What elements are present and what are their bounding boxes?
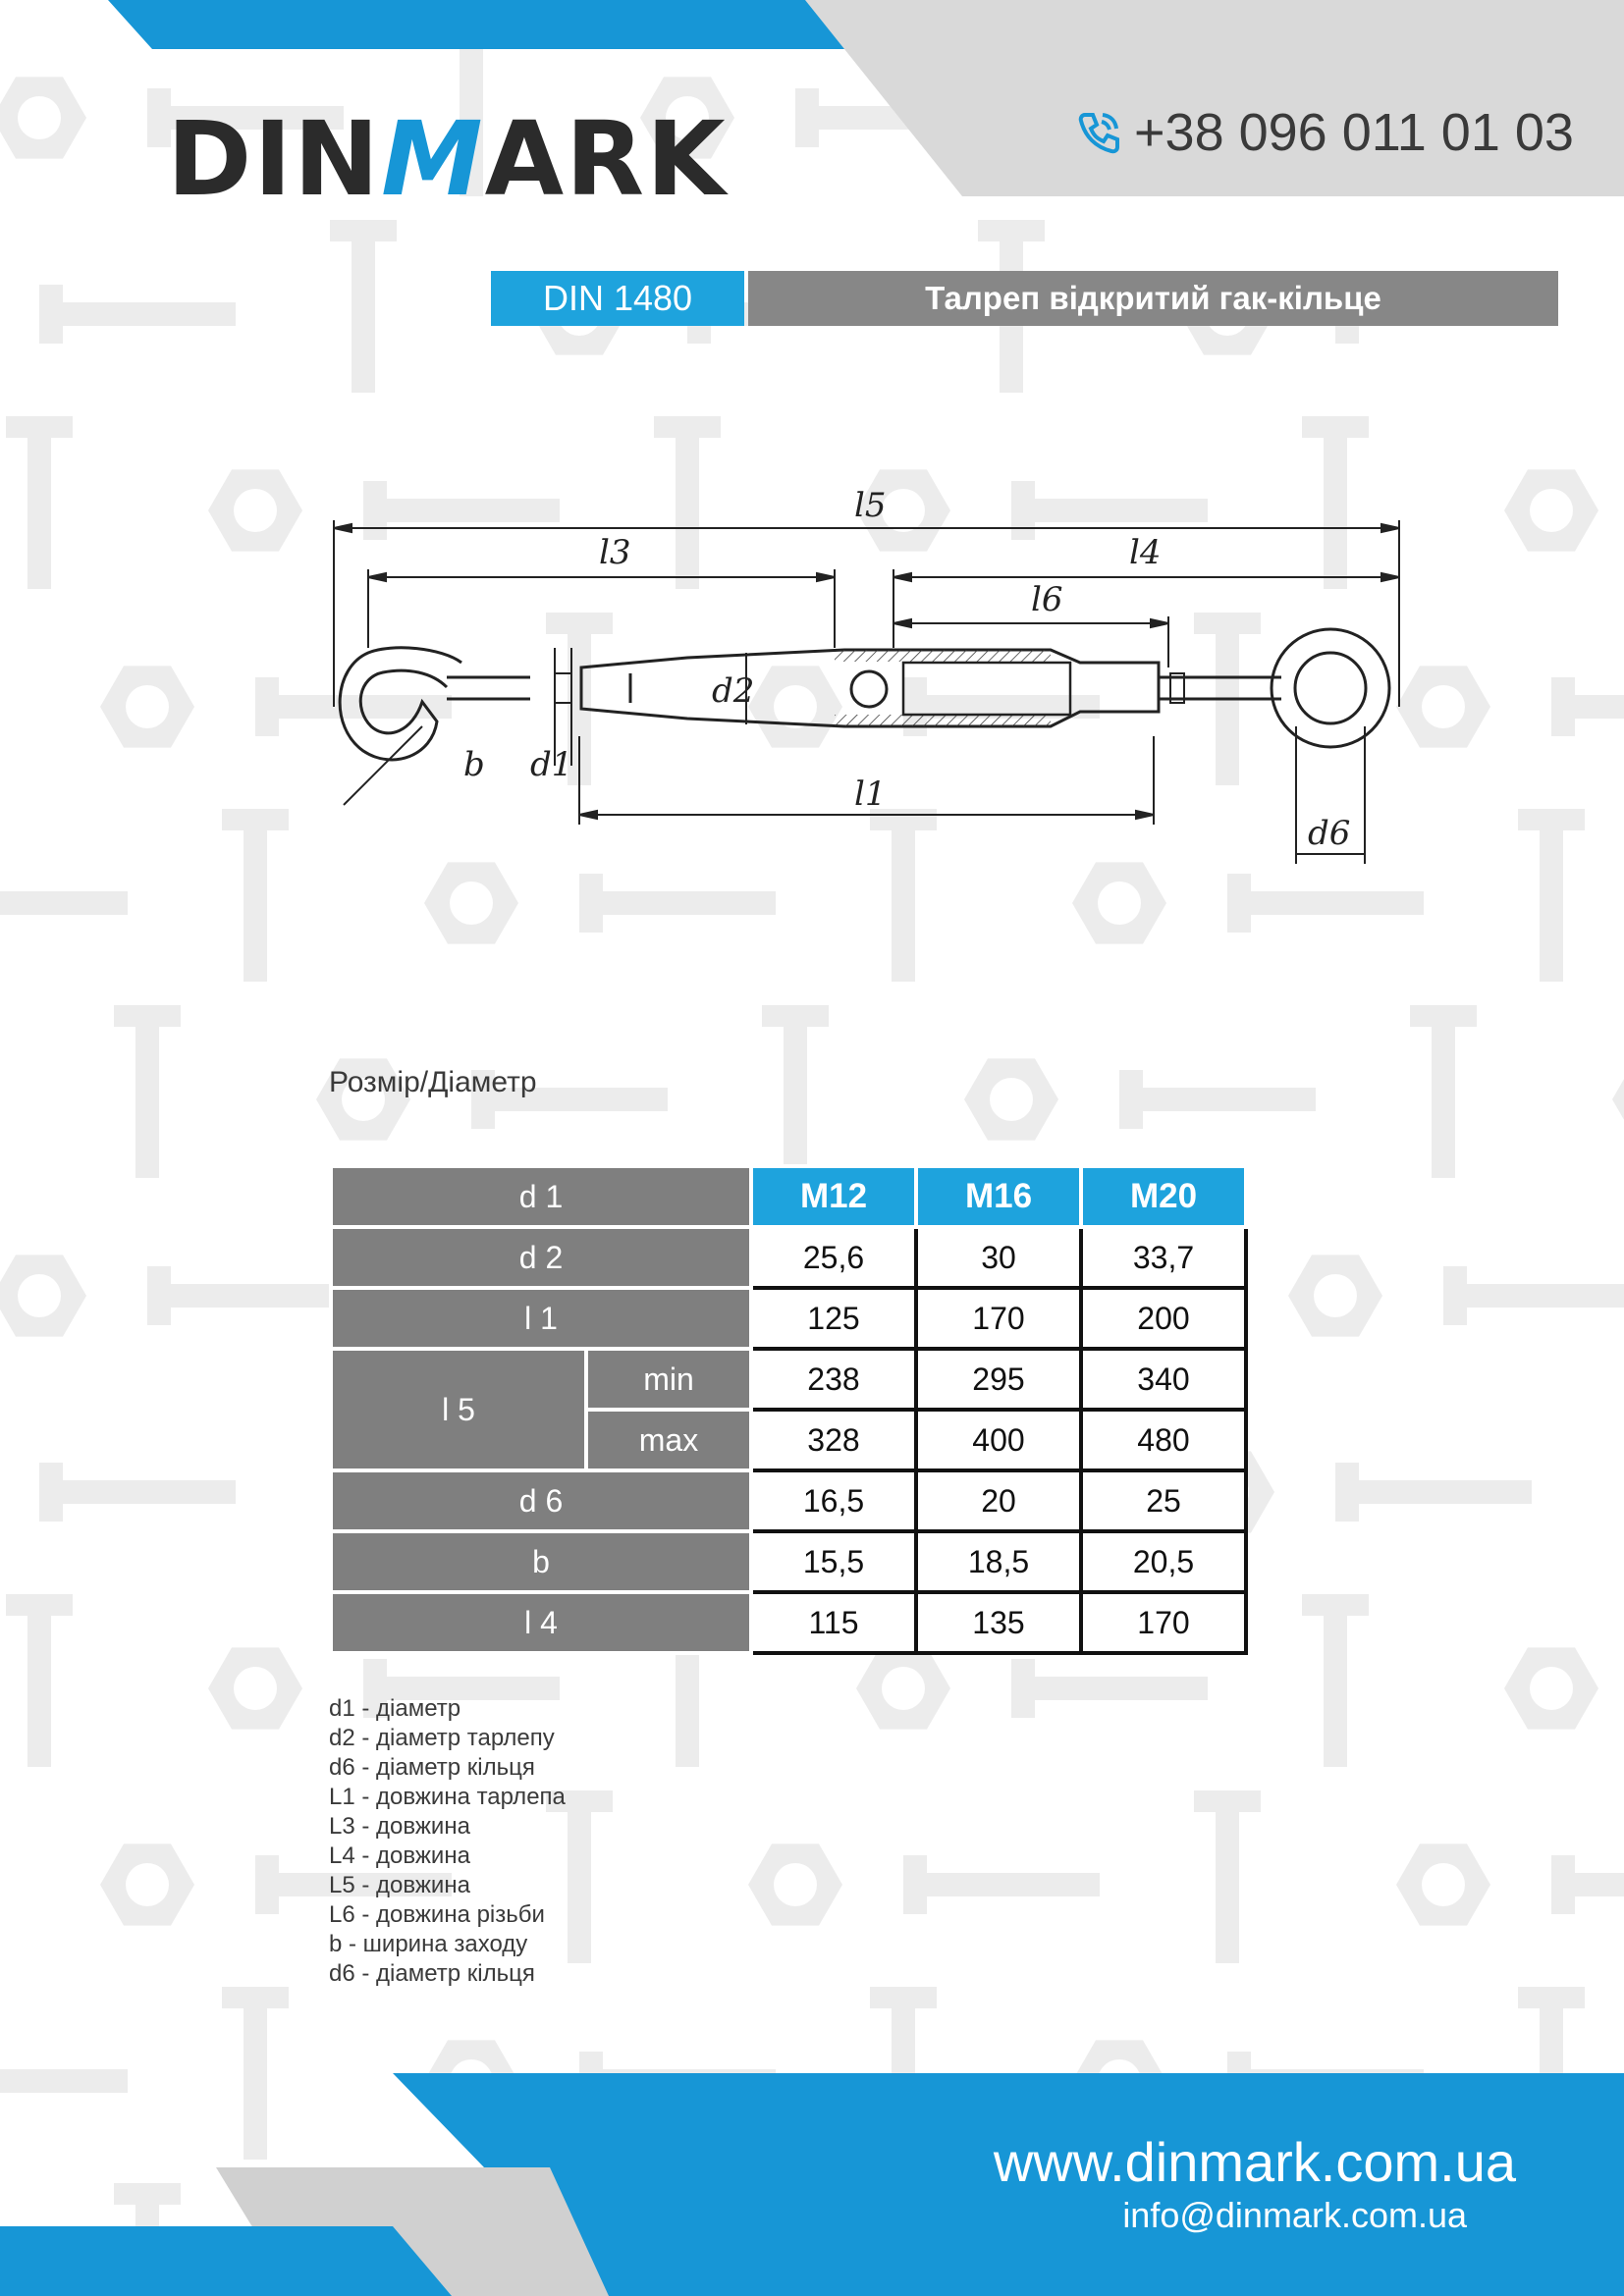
label-d1: d1 bbox=[530, 745, 573, 784]
standard-label: DIN 1480 bbox=[491, 271, 744, 326]
turnbuckle-drawing bbox=[324, 481, 1424, 874]
cell-value: 328 bbox=[751, 1410, 916, 1470]
table-caption: Розмір/Діаметр bbox=[329, 1066, 537, 1098]
label-d2: d2 bbox=[712, 671, 755, 711]
cell-value: 20 bbox=[916, 1470, 1081, 1531]
legend-item: d6 - діаметр кільця bbox=[329, 1754, 535, 1781]
size-m20: M20 bbox=[1081, 1166, 1246, 1227]
cell-value: 30 bbox=[916, 1227, 1081, 1288]
row-label-d1: d 1 bbox=[331, 1166, 751, 1227]
row-sublabel-min: min bbox=[586, 1349, 751, 1410]
table-row bbox=[331, 1349, 1246, 1410]
row-label-l4: l 4 bbox=[331, 1592, 751, 1653]
row-label-l5: l 5 bbox=[331, 1349, 586, 1470]
dimensions-table bbox=[329, 1164, 1248, 1655]
dinmark-logo: DINMARK bbox=[167, 99, 728, 219]
cell-value: 18,5 bbox=[916, 1531, 1081, 1592]
table-row bbox=[331, 1288, 1246, 1349]
size-m16: M16 bbox=[916, 1166, 1081, 1227]
legend-item: L6 - довжина різьби bbox=[329, 1901, 545, 1928]
legend-item: d6 - діаметр кільця bbox=[329, 1960, 535, 1987]
cell-value: 400 bbox=[916, 1410, 1081, 1470]
cell-value: 200 bbox=[1081, 1288, 1246, 1349]
cell-value: 295 bbox=[916, 1349, 1081, 1410]
label-b: b bbox=[463, 745, 485, 784]
legend-item: L5 - довжина bbox=[329, 1872, 470, 1898]
cell-value: 238 bbox=[751, 1349, 916, 1410]
cell-value: 25,6 bbox=[751, 1227, 916, 1288]
legend bbox=[329, 1694, 566, 1989]
row-label-d6: d 6 bbox=[331, 1470, 751, 1531]
cell-value: 20,5 bbox=[1081, 1531, 1246, 1592]
table-row bbox=[331, 1470, 1246, 1531]
label-l3: l3 bbox=[599, 533, 631, 572]
legend-item: L4 - довжина bbox=[329, 1842, 470, 1869]
table-row bbox=[331, 1592, 1246, 1653]
row-label-d2: d 2 bbox=[331, 1227, 751, 1288]
label-l6: l6 bbox=[1031, 580, 1063, 619]
cell-value: 25 bbox=[1081, 1470, 1246, 1531]
cell-value: 170 bbox=[1081, 1592, 1246, 1653]
table-row bbox=[331, 1166, 1246, 1227]
cell-value: 115 bbox=[751, 1592, 916, 1653]
cell-value: 16,5 bbox=[751, 1470, 916, 1531]
email-link[interactable]: info@dinmark.com.ua bbox=[1122, 2195, 1467, 2235]
table-row bbox=[331, 1227, 1246, 1288]
legend-item: d1 - діаметр bbox=[329, 1695, 461, 1722]
row-sublabel-max: max bbox=[586, 1410, 751, 1470]
cell-value: 135 bbox=[916, 1592, 1081, 1653]
cell-value: 480 bbox=[1081, 1410, 1246, 1470]
product-title: Талреп відкритий гак-кільце bbox=[748, 271, 1558, 326]
cell-value: 15,5 bbox=[751, 1531, 916, 1592]
size-m12: M12 bbox=[751, 1166, 916, 1227]
website-link[interactable]: www.dinmark.com.ua bbox=[993, 2131, 1516, 2193]
cell-value: 340 bbox=[1081, 1349, 1246, 1410]
phone-icon bbox=[1075, 109, 1122, 156]
legend-item: d2 - діаметр тарлепу bbox=[329, 1725, 555, 1751]
row-label-l1: l 1 bbox=[331, 1288, 751, 1349]
label-l1: l1 bbox=[854, 774, 887, 814]
legend-item: L1 - довжина тарлепа bbox=[329, 1784, 566, 1810]
legend-item: L3 - довжина bbox=[329, 1813, 470, 1840]
cell-value: 125 bbox=[751, 1288, 916, 1349]
table-row bbox=[331, 1531, 1246, 1592]
label-l5: l5 bbox=[854, 486, 887, 525]
cell-value: 33,7 bbox=[1081, 1227, 1246, 1288]
row-label-b: b bbox=[331, 1531, 751, 1592]
phone-number[interactable]: +38 096 011 01 03 bbox=[1075, 102, 1574, 163]
cell-value: 170 bbox=[916, 1288, 1081, 1349]
label-d6: d6 bbox=[1308, 814, 1351, 853]
legend-item: b - ширина заходу bbox=[329, 1931, 528, 1957]
label-l4: l4 bbox=[1129, 533, 1162, 572]
